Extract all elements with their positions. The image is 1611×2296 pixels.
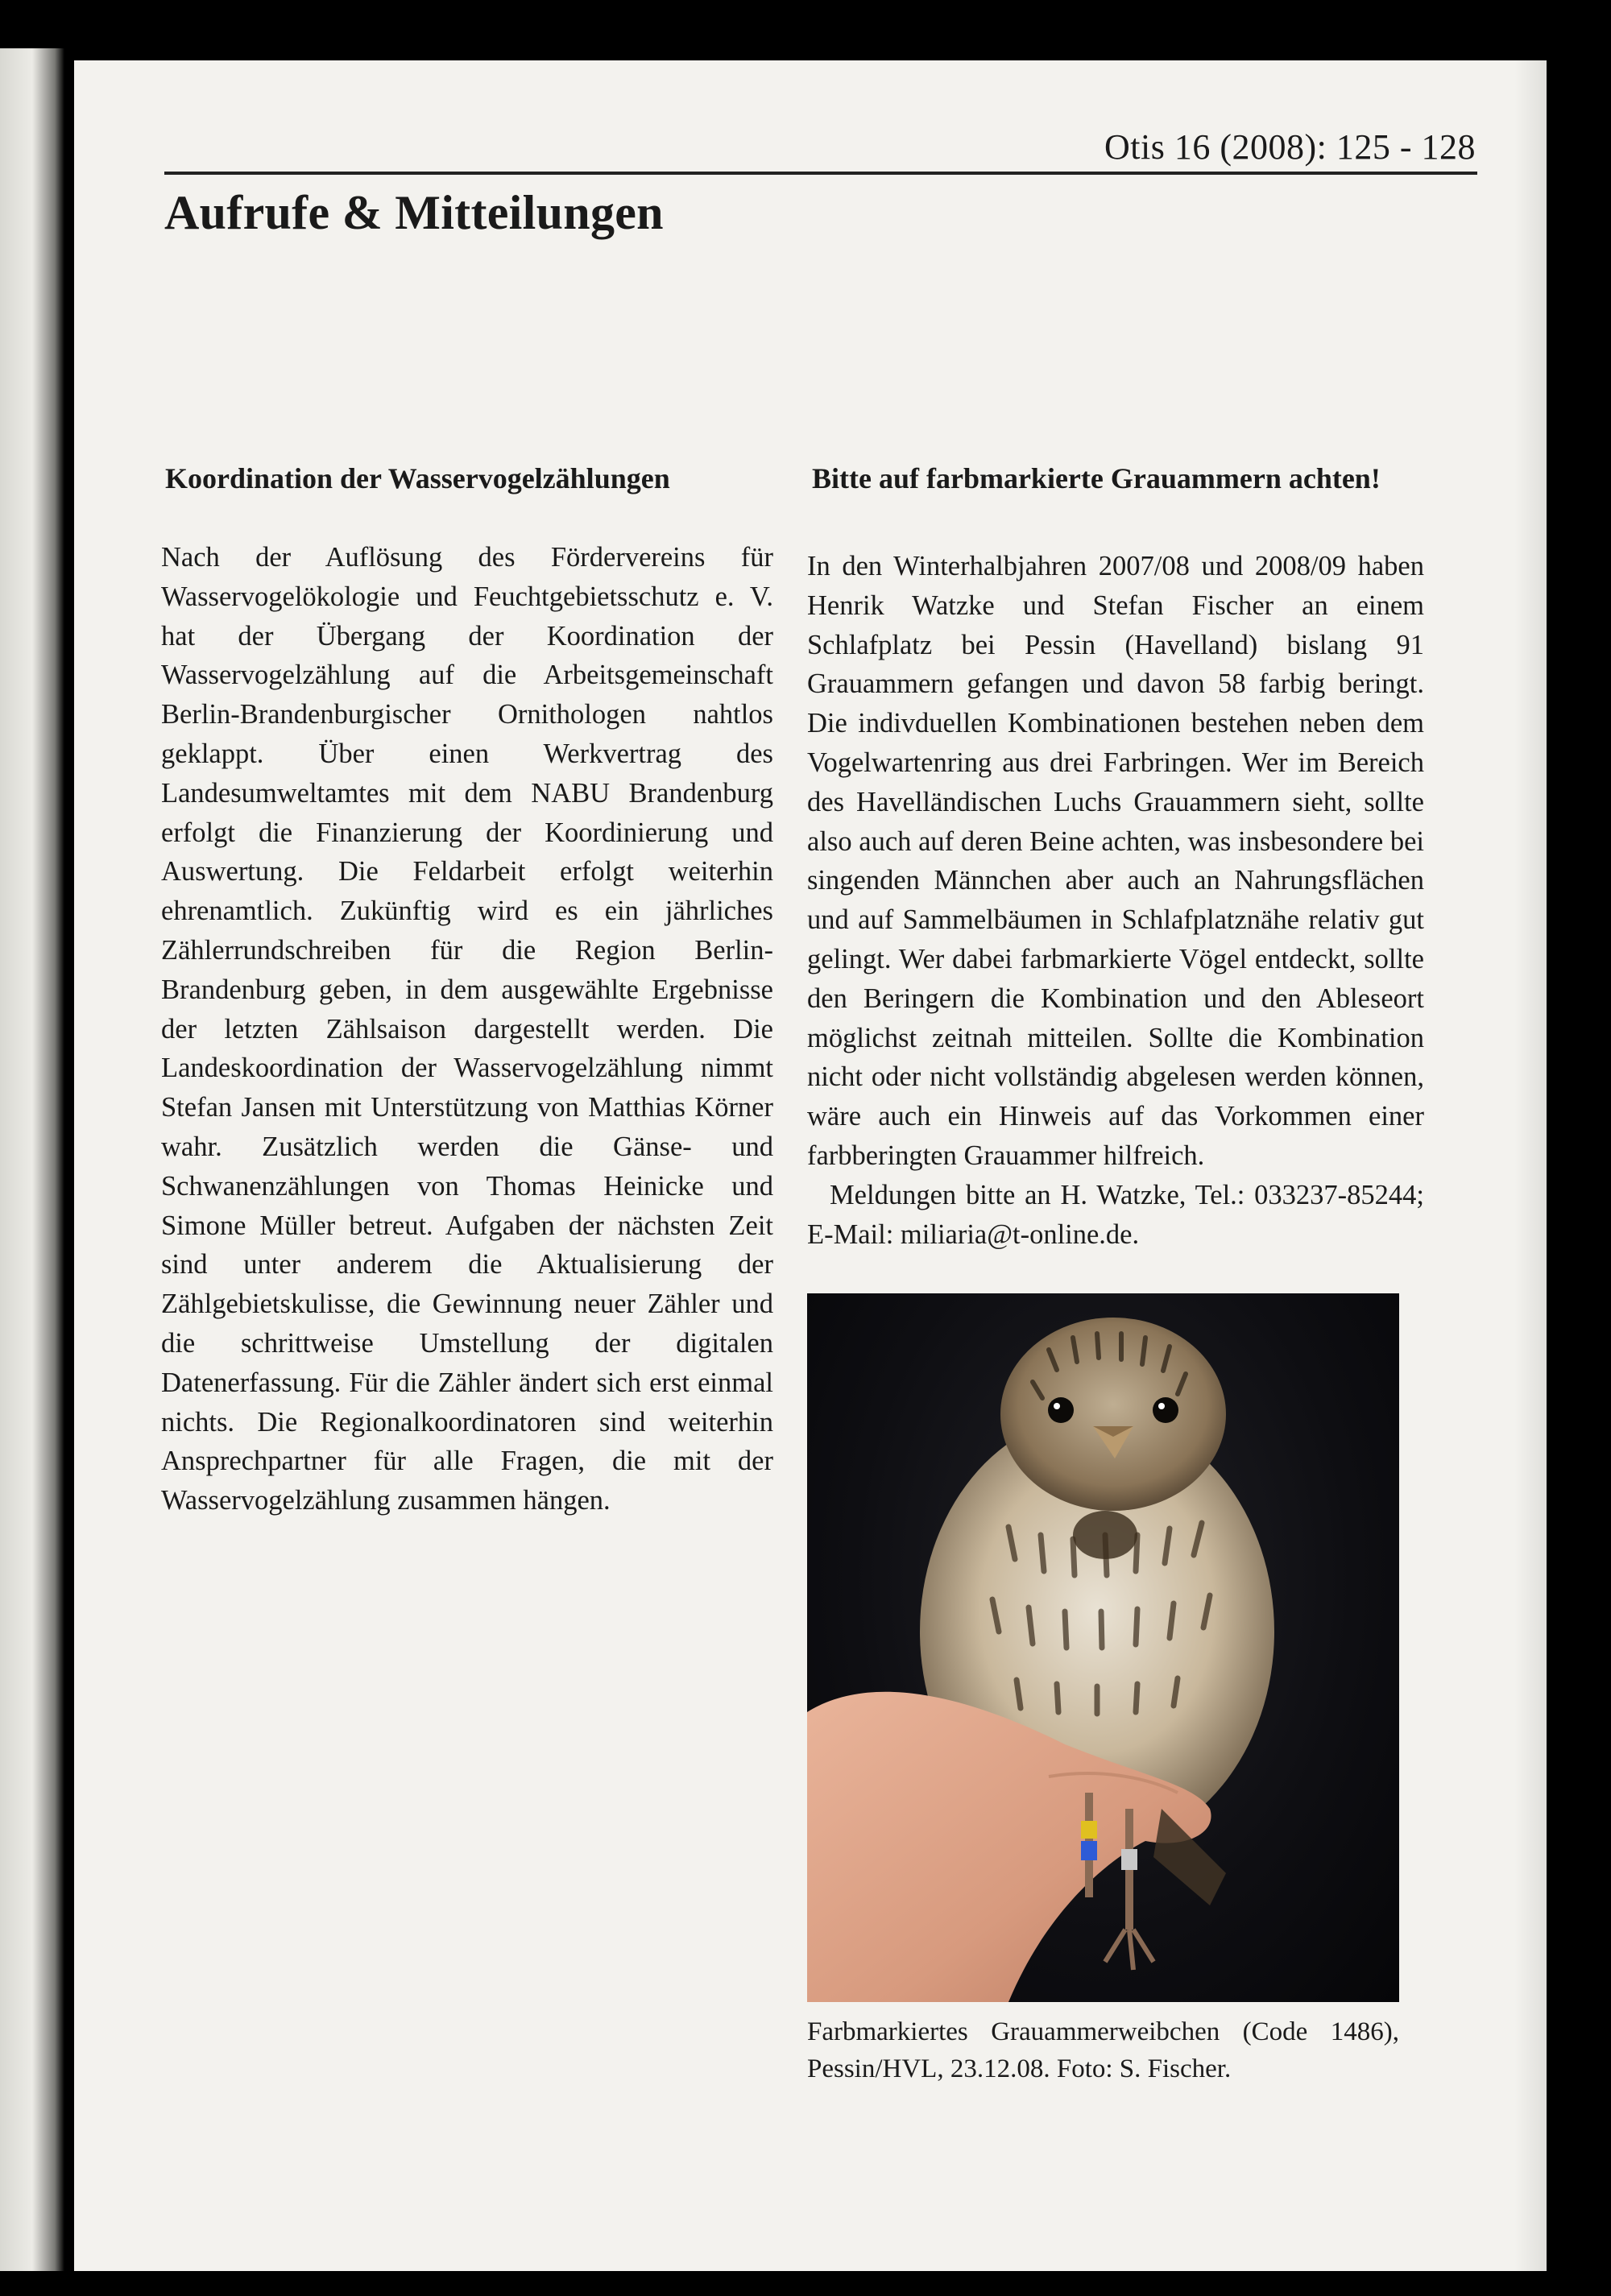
right-article-body — [807, 547, 1424, 1254]
photo-caption-text: Farbmarkiertes Grauammerweibchen (Code 1486), Pessin/HVL, 23.12.08. Foto: S. Fischer. — [807, 2017, 1399, 2083]
header-rule — [164, 172, 1477, 175]
right-article-heading: Bitte auf farbmarkierte Grauammern achten! — [812, 462, 1381, 494]
scan-binding-edge — [0, 48, 64, 2271]
right-article-contact: Meldungen bitte an H. Watzke, Tel.: 033237-85244; E-Mail: miliaria@t-online.de. — [807, 1179, 1424, 1250]
page-edge-shadow — [1514, 60, 1547, 2271]
left-article-paragraph: Nach der Auflösung des Fördervereins für Wasservogelökologie und Feuchtgebietsschutz e. V. hat der Übergang der Koordination der Wasservogelzählung auf die Arbeitsgemeinschaft Berlin-Brandenburgischer Ornithologen nahtlos geklappt. Über einen Werkvertrag des Landesumweltamtes mit dem NABU Brandenburg erfolgt die Finanzierung der Koordinierung und Auswertung. Die Feldarbeit erfolgt weiterhin ehrenamtlich. Zukünftig wird es ein jährliches Zählerrundschreiben für die Region Berlin-Brandenburg geben, in dem ausgewählte Ergebnisse der letzten Zählsaison dargestellt werden. Die Landeskoordination der Wasservogelzählung nimmt Stefan Jansen mit Unterstützung von Matthias Körner wahr. Zusätzlich werden die Gänse- und Schwanenzählungen von Thomas Heinicke und Simone Müller betreut. Aufgaben der nächsten Zeit sind unter anderem die Aktualisierung der Zählgebietskulisse, die Gewinnung neuer Zähler und die schrittweise Umstellung der digitalen Datenerfassung. Für die Zähler ändert sich erst einmal nichts. Die Regionalkoordinatoren sind weiterhin Ansprechpartner für alle Fragen, die mit der Wasservogelzählung zusammen hängen. — [161, 542, 773, 1516]
journal-page — [74, 60, 1547, 2271]
section-title: Aufrufe & Mitteilungen — [164, 186, 664, 239]
bunting-photo — [807, 1293, 1399, 2002]
journal-citation: Otis 16 (2008): 125 - 128 — [1104, 127, 1476, 167]
photo-caption — [807, 2013, 1399, 2087]
left-article-heading: Koordination der Wasservogelzählungen — [165, 462, 670, 494]
right-article-paragraph: In den Winterhalbjahren 2007/08 und 2008/09 haben Henrik Watzke und Stefan Fischer an einem Schlafplatz bei Pessin (Havelland) bislang 91 Grauammern gefangen und davon 58 farbig beringt. Die indivduellen Kombinationen bestehen neben dem Vogelwartenring aus drei Farbringen. Wer im Bereich des Havelländischen Luchs Grauammern sieht, sollte also auch auf deren Beine achten, was insbesondere bei singenden Männchen aber auch an Nahrungsflächen und auf Sammelbäumen in Schlafplatznähe relativ gut gelingt. Wer dabei farbmarkierte Vögel entdeckt, sollte den Beringern die Kombination und den Ableseort möglichst zeitnah mitteilen. Sollte die Kombination nicht oder nicht vollständig abgelesen werden können, wäre auch ein Hinweis auf das Vorkommen einer farbberingten Grauammer hilfreich. — [807, 551, 1424, 1171]
left-article-body — [161, 538, 773, 1520]
